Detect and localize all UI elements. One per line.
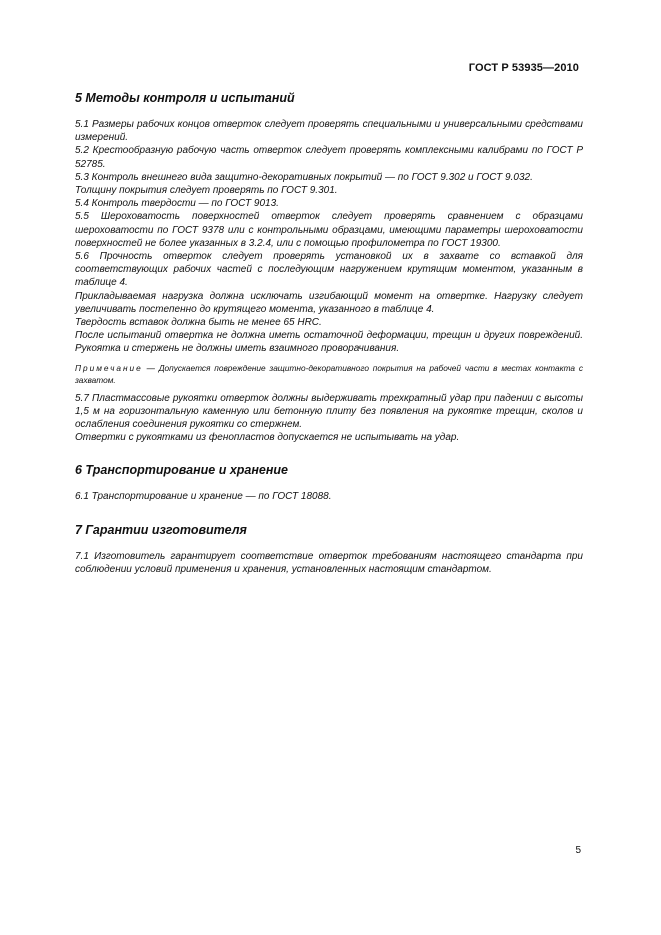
note-text: — Допускается повреждение защитно-декоративного покрытия на рабочей части в местах контакта с захватом.: [75, 362, 583, 385]
section-7: [75, 522, 583, 576]
section-7-title: 7 Гарантии изготовителя: [75, 522, 247, 537]
note: [75, 362, 583, 386]
document-header: ГОСТ Р 53935—2010: [468, 62, 579, 74]
clause-5-7-cont: Отвертки с рукоятками из фенопластов допускается не испытывать на удар.: [75, 432, 460, 444]
clause-5-3: 5.3 Контроль внешнего вида защитно-декоративных покрытий — по ГОСТ 9.302 и ГОСТ 9.032.: [75, 171, 533, 183]
clause-5-6-after: После испытаний отвертка не должна иметь остаточной деформации, трещин и других повреждений. Рукоятка и стержень не должны иметь взаимного проворачивания.: [75, 330, 583, 355]
section-6: [75, 462, 583, 503]
document-body: [75, 90, 583, 594]
clause-5-5: 5.5 Шероховатость поверхностей отверток следует проверять сравнением с образцами шероховатости по ГОСТ 9378 или с контрольными образцами, имеющими параметры шероховатости поверхностей не более указанных в 3.2.4, или с помощью профилометра по ГОСТ 19300.: [75, 211, 583, 249]
clause-5-4: 5.4 Контроль твердости — по ГОСТ 9013.: [75, 198, 279, 210]
clause-5-2: 5.2 Крестообразную рабочую часть отверток следует проверять комплексными калибрами по ГОСТ Р 52785.: [75, 145, 583, 170]
section-6-title: 6 Транспортирование и хранение: [75, 463, 289, 478]
clause-5-6-hardness: Твердость вставок должна быть не менее 65 HRC.: [75, 317, 322, 329]
clause-5-6: 5.6 Прочность отверток следует проверять установкой их в захвате со вставкой для соответствующих рабочих частей с последующим нагружением крутящим моментом, указанным в таблице 4.: [75, 251, 583, 289]
section-5-title: 5 Методы контроля и испытаний: [75, 91, 295, 105]
note-label: Примечание: [75, 362, 143, 373]
clause-5-3-cont: Толщину покрытия следует проверять по ГОСТ 9.301.: [75, 185, 338, 197]
page-number: 5: [575, 845, 581, 856]
section-5: [75, 90, 583, 444]
clause-7-1: 7.1 Изготовитель гарантирует соответствие отверток требованиям настоящего стандарта при соблюдении условий применения и хранения, установленных настоящим стандартом.: [75, 550, 583, 575]
clause-5-7: 5.7 Пластмассовые рукоятки отверток должны выдерживать трехкратный удар при падении с высоты 1,5 м на горизонтальную каменную или бетонную плиту без появления на рукоятке трещин, сколов и ослабления соединения рукоятки со стержнем.: [75, 392, 583, 431]
clause-6-1: 6.1 Транспортирование и хранение — по ГОСТ 18088.: [75, 491, 332, 503]
clause-5-1: 5.1 Размеры рабочих концов отверток следует проверять специальными и универсальными средствами измерений.: [75, 119, 583, 144]
clause-5-6-load: Прикладываемая нагрузка должна исключать изгибающий момент на отвертке. Нагрузку следует увеличивать постепенно до крутящего момента, указанного в таблице 4.: [75, 290, 583, 315]
